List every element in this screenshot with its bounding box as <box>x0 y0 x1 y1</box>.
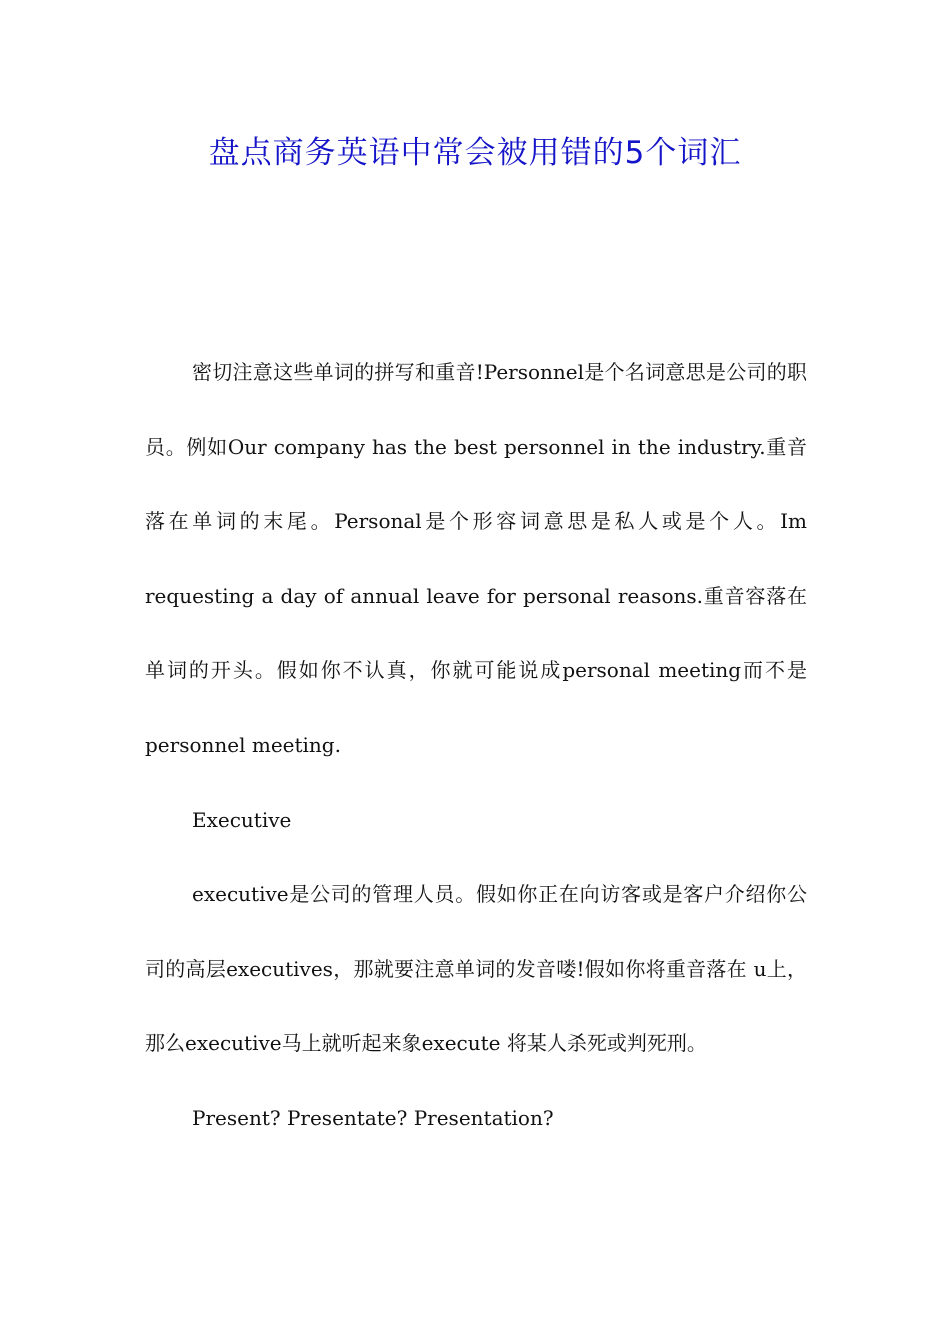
document-body <box>145 335 807 1156</box>
paragraph-personnel-personal: 密切注意这些单词的拼写和重音!Personnel是个名词意思是公司的职员。例如Our company has the best personnel in the industry.重音落在单词的末尾。Personal是个形容词意思是私人或是个人。Im requesting a day of annual leave for personal reasons.重音容落在单词的开头。假如你不认真，你就可能说成personal meeting而不是personnel meeting. <box>145 360 807 757</box>
document-title: 盘点商务英语中常会被用错的5个词汇 <box>208 135 742 171</box>
paragraph-present-heading: Present? Presentate? Presentation? <box>192 1105 554 1130</box>
paragraph-executive-heading: Executive <box>192 807 292 832</box>
paragraph-executive-body: executive是公司的管理人员。假如你正在向访客或是客户介绍你公司的高层executives，那就要注意单词的发音喽!假如你将重音落在 u上，那么executive马上就听起来象execute 将某人杀死或判死刑。 <box>145 882 807 1056</box>
